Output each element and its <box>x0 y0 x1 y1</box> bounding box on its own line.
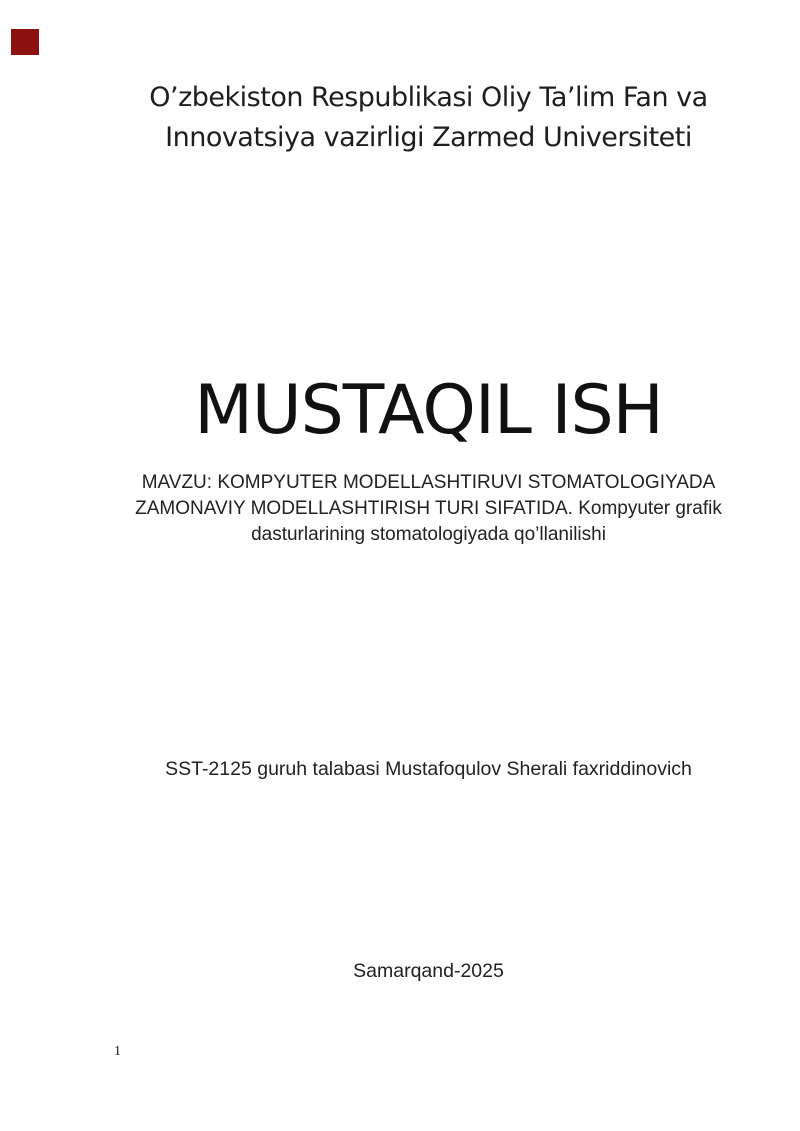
subject-line-2: ZAMONAVIY MODELLASHTIRISH TURI SIFATIDA. Kompyuter grafik <box>135 498 722 519</box>
document-title: MUSTAQIL ISH <box>194 371 663 450</box>
subject-paragraph <box>114 470 743 548</box>
red-square-marker <box>11 29 39 55</box>
page-number: 1 <box>114 1044 121 1059</box>
student-line: SST-2125 guruh talabasi Mustafoqulov Sherali faxriddinovich <box>165 758 692 780</box>
ministry-header-line-1: O’zbekiston Respublikasi Oliy Ta’lim Fan va <box>149 82 708 113</box>
ministry-header <box>114 78 743 158</box>
city-year-line: Samarqand-2025 <box>353 960 504 982</box>
subject-line-1: MAVZU: KOMPYUTER MODELLASHTIRUVI STOMATOLOGIYADA <box>141 472 716 493</box>
subject-line-3: dasturlarining stomatologiyada qo’llanilishi <box>251 524 606 545</box>
ministry-header-line-2: Innovatsiya vazirligi Zarmed Universiteti <box>165 122 692 153</box>
